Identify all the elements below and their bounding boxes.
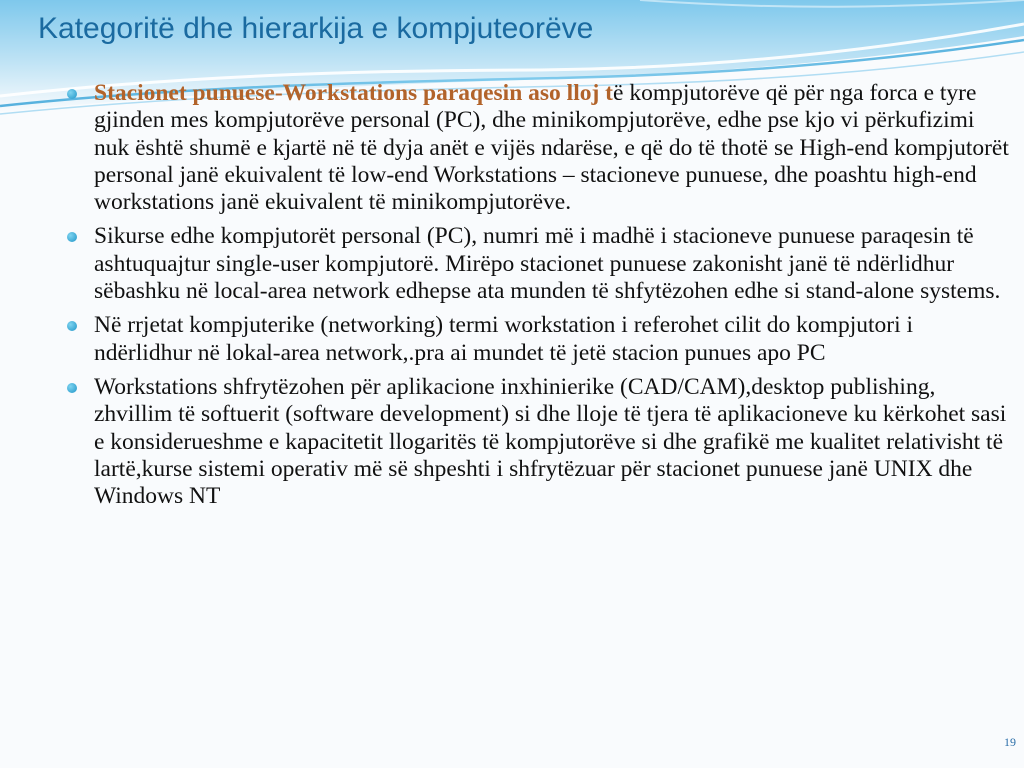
bullet-item (62, 80, 1012, 216)
bullet-highlight: Stacionet punuese-Workstations paraqesin aso lloj t (94, 80, 614, 106)
bullet-text: ë kompjutorëve që për nga forca e tyre gjinden mes kompjutorëve personal (PC), dhe minikompjutorëve, edhe pse kjo vi përkufizimi nuk është shumë e kjartë në të dyja anët e vijës ndarëse, e që do të thotë se High-end kompjutorët personal janë ekuivalent të low-end Workstations – stacioneve punuese, dhe poashtu high-end workstations janë ekuivalent të minikompjutorëve. (94, 80, 1009, 216)
bullet-dot-icon (67, 232, 77, 242)
page-number: 19 (1004, 735, 1016, 749)
bullet-text: Në rrjetat kompjuterike (networking) termi workstation i referohet cilit do kompjutori i ndërlidhur në lokal-area network,.pra ai mundet të jetë stacion punues apo PC (94, 312, 914, 366)
bullet-item (62, 223, 1012, 305)
slide-title: Kategoritë dhe hierarkija e kompjuteorëve (38, 12, 594, 45)
bullet-text: Workstations shfrytëzohen për aplikacione inxhinierike (CAD/CAM),desktop publishing, zhvillim të softuerit (software development) si dhe lloje të tjera të aplikacioneve ku kërkohet sasi e konsiderueshme e kapacitetit llogaritës të kompjutorëve si dhe grafikë me kualitet relativisht të lartë,kurse sistemi operativ më së shpeshti i shfrytëzuar për stacionet punuese janë UNIX dhe Windows NT (94, 373, 1007, 510)
bullet-list (62, 80, 1012, 517)
bullet-text: Sikurse edhe kompjutorët personal (PC), numri më i madhë i stacioneve punuese paraqesin të ashtuquajtur single-user kompjutorë. Mirëpo stacionet punuese zakonisht janë të ndërlidhur sëbashku në local-area network edhepse ata munden të shfytëzohen edhe si stand-alone systems. (94, 223, 1001, 305)
bullet-item (62, 374, 1012, 510)
bullet-dot-icon (67, 383, 77, 393)
bullet-item (62, 312, 1012, 367)
bullet-dot-icon (67, 321, 77, 331)
bullet-dot-icon (67, 89, 77, 99)
